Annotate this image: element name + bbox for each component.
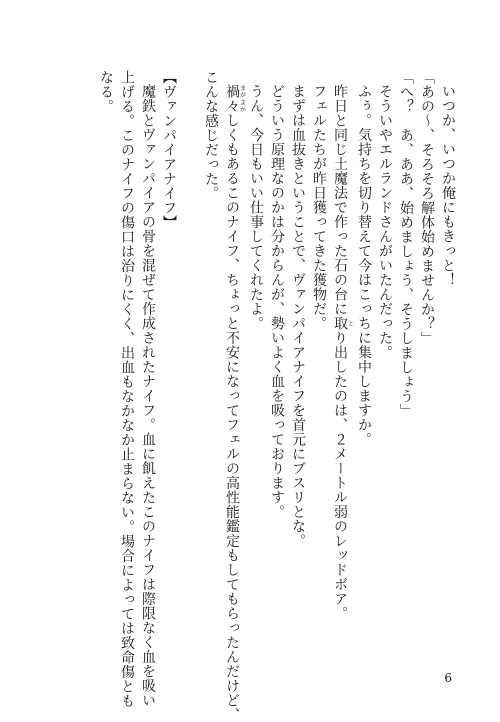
text-line-11: 禍々まがまがしくもあるこのナイフ、ちょっと不安になってフェルの高性能鑑定もしてもらったんだけど、 (224, 84, 246, 722)
vertical-text-block (38, 70, 458, 722)
text-line-12: こんな感じだった。 (203, 70, 219, 201)
text-line-9: どういう原理なのかは分からんが、勢いよく血を吸っております。 (269, 84, 285, 519)
ruby-text: まがまが (238, 84, 246, 113)
text-line-13: 【ヴァンパイアナイフ】 (161, 70, 177, 230)
text-line-8: まずは血抜きということで、ヴァンパイアナイフを首元にブスリとな。 (290, 84, 306, 548)
text-line-6: 昨日と同じ土魔法で作った石の台に取とり出したのは、２メートル弱のレッドボア。 (332, 84, 354, 621)
text-line-1: いつか、いつか俺にもきっと！ (440, 84, 456, 287)
text-line-16: なる。 (98, 70, 114, 114)
text-line-5: ふぅ。気持ちを切り替えて今はこっちに集中しますか。 (356, 84, 372, 447)
ruby-magamaga: 禍々まがまが (224, 84, 246, 113)
text-line-14: 魔鉄とヴァンパイアの骨を混ぜて作成されたナイフ。血に飢えたこのナイフは際限なく血を吸い (140, 84, 156, 708)
blank-line (179, 70, 200, 645)
text-line-15: 上げる。このナイフの傷口は治りにくく、出血もなかなか止まらない。場合によっては致命傷とも (119, 70, 135, 708)
text-line-10: うん、今日もいい仕事してくれたよ。 (248, 84, 264, 331)
text-line-4: そういやエルランドさんがいたんだった。 (377, 84, 393, 360)
page-number: 6 (444, 671, 452, 685)
text-line-3: 「へ？ あ、ああ、始めましょう、そうしましょう」 (398, 70, 414, 418)
text-line-2: 「あの〜、そろそろ解体始めませんか？」 (419, 70, 435, 346)
text-line-7: フェルたちが昨日獲ってきた獲物だ。 (311, 84, 327, 331)
ruby-text: と (346, 316, 354, 331)
ruby-tori: 取と (332, 316, 354, 331)
